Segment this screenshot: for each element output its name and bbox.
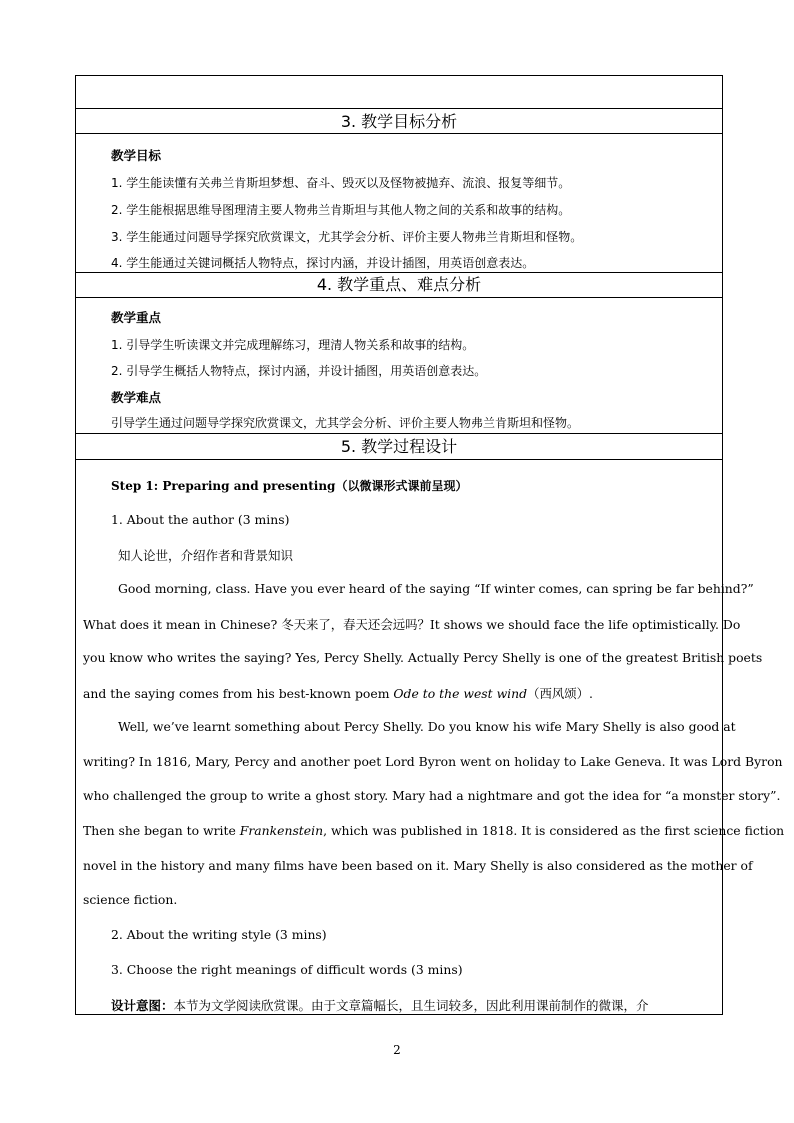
section-3-title: 3. 教学目标分析 xyxy=(76,108,722,134)
key-points-subtitle: 教学重点 xyxy=(111,310,162,325)
item-difficult-words: 3. Choose the right meanings of difficult words (3 mins) xyxy=(111,962,463,977)
paragraph-1-line: Good morning, class. Have you ever heard of the saying “If winter comes, can spring be far behind?” xyxy=(118,581,754,596)
paragraph-1-line: What does it mean in Chinese? 冬天来了，春天还会远吗？It shows we should face the life optimistically. Do xyxy=(83,617,741,632)
paragraph-1-line-4 xyxy=(83,684,719,702)
key-point-item: 2. 引导学生概括人物特点，探讨内涵，并设计插图，用英语创意表达。 xyxy=(111,364,487,378)
design-intent-text: 本节为文学阅读欣赏课。由于文章篇幅长，且生词较多，因此利用课前制作的微课，介 xyxy=(173,998,649,1013)
objective-item: 4. 学生能通过关键词概括人物特点，探讨内涵，并设计插图，用英语创意表达。 xyxy=(111,256,535,270)
item-writing-style: 2. About the writing style (3 mins) xyxy=(111,927,327,942)
section-4-title: 4. 教学重点、难点分析 xyxy=(76,272,722,298)
lesson-plan-table xyxy=(75,75,785,1015)
objective-item: 2. 学生能根据思维导图理清主要人物弗兰肯斯坦与其他人物之间的关系和故事的结构。 xyxy=(111,203,571,217)
text-span: and the saying comes from his best-known poem xyxy=(83,686,394,701)
step1-heading: Step 1: Preparing and presenting（以微课形式课前呈现） xyxy=(111,479,468,493)
poem-title: Ode to the west wind xyxy=(393,686,528,701)
item-about-author-note: 知人论世，介绍作者和背景知识 xyxy=(118,548,294,563)
key-point-item: 1. 引导学生听读课文并完成理解练习，理清人物关系和故事的结构。 xyxy=(111,338,475,352)
design-intent-label: 设计意图： xyxy=(111,998,174,1013)
section-4-body xyxy=(76,297,722,433)
paragraph-1-line: you know who writes the saying? Yes, Percy Shelly. Actually Percy Shelly is one of the greatest British poets xyxy=(83,650,763,665)
book-title: Frankenstein xyxy=(239,823,324,838)
section-5-body xyxy=(76,459,785,1014)
section-5-title: 5. 教学过程设计 xyxy=(76,433,722,460)
text-span: , which was published in 1818. It is considered as the first science fiction xyxy=(323,823,785,838)
page-number: 2 xyxy=(393,1043,401,1057)
difficulty-subtitle: 教学难点 xyxy=(111,390,162,405)
objective-item: 1. 学生能读懂有关弗兰肯斯坦梦想、奋斗、毁灭以及怪物被抛弃、流浪、报复等细节。 xyxy=(111,176,571,190)
paragraph-2-line: Well, we’ve learnt something about Percy Shelly. Do you know his wife Mary Shelly is also good at xyxy=(118,719,736,734)
difficulty-text: 引导学生通过问题导学探究欣赏课文，尤其学会分析、评价主要人物弗兰肯斯坦和怪物。 xyxy=(111,416,580,430)
paragraph-2-line: writing? In 1816, Mary, Percy and another poet Lord Byron went on holiday to Lake Geneva. It was Lord Byron xyxy=(83,754,783,769)
text-span: Then she began to write xyxy=(83,823,240,838)
design-intent xyxy=(111,996,649,1014)
item-about-author: 1. About the author (3 mins) xyxy=(111,512,290,527)
empty-row xyxy=(76,76,722,109)
objective-item: 3. 学生能通过问题导学探究欣赏课文，尤其学会分析、评价主要人物弗兰肯斯坦和怪物。 xyxy=(111,230,583,244)
objectives-subtitle: 教学目标 xyxy=(111,148,162,163)
paragraph-2-line: novel in the history and many films have been based on it. Mary Shelly is also considered as the mother of xyxy=(83,858,753,873)
text-span: （西风颂）. xyxy=(527,686,593,701)
paragraph-2-line-4 xyxy=(83,823,785,838)
paragraph-2-line: who challenged the group to write a ghost story. Mary had a nightmare and got the idea for “a monster story”. xyxy=(83,788,781,803)
paragraph-2-line: science fiction. xyxy=(83,892,178,907)
section-3-body xyxy=(76,133,722,272)
